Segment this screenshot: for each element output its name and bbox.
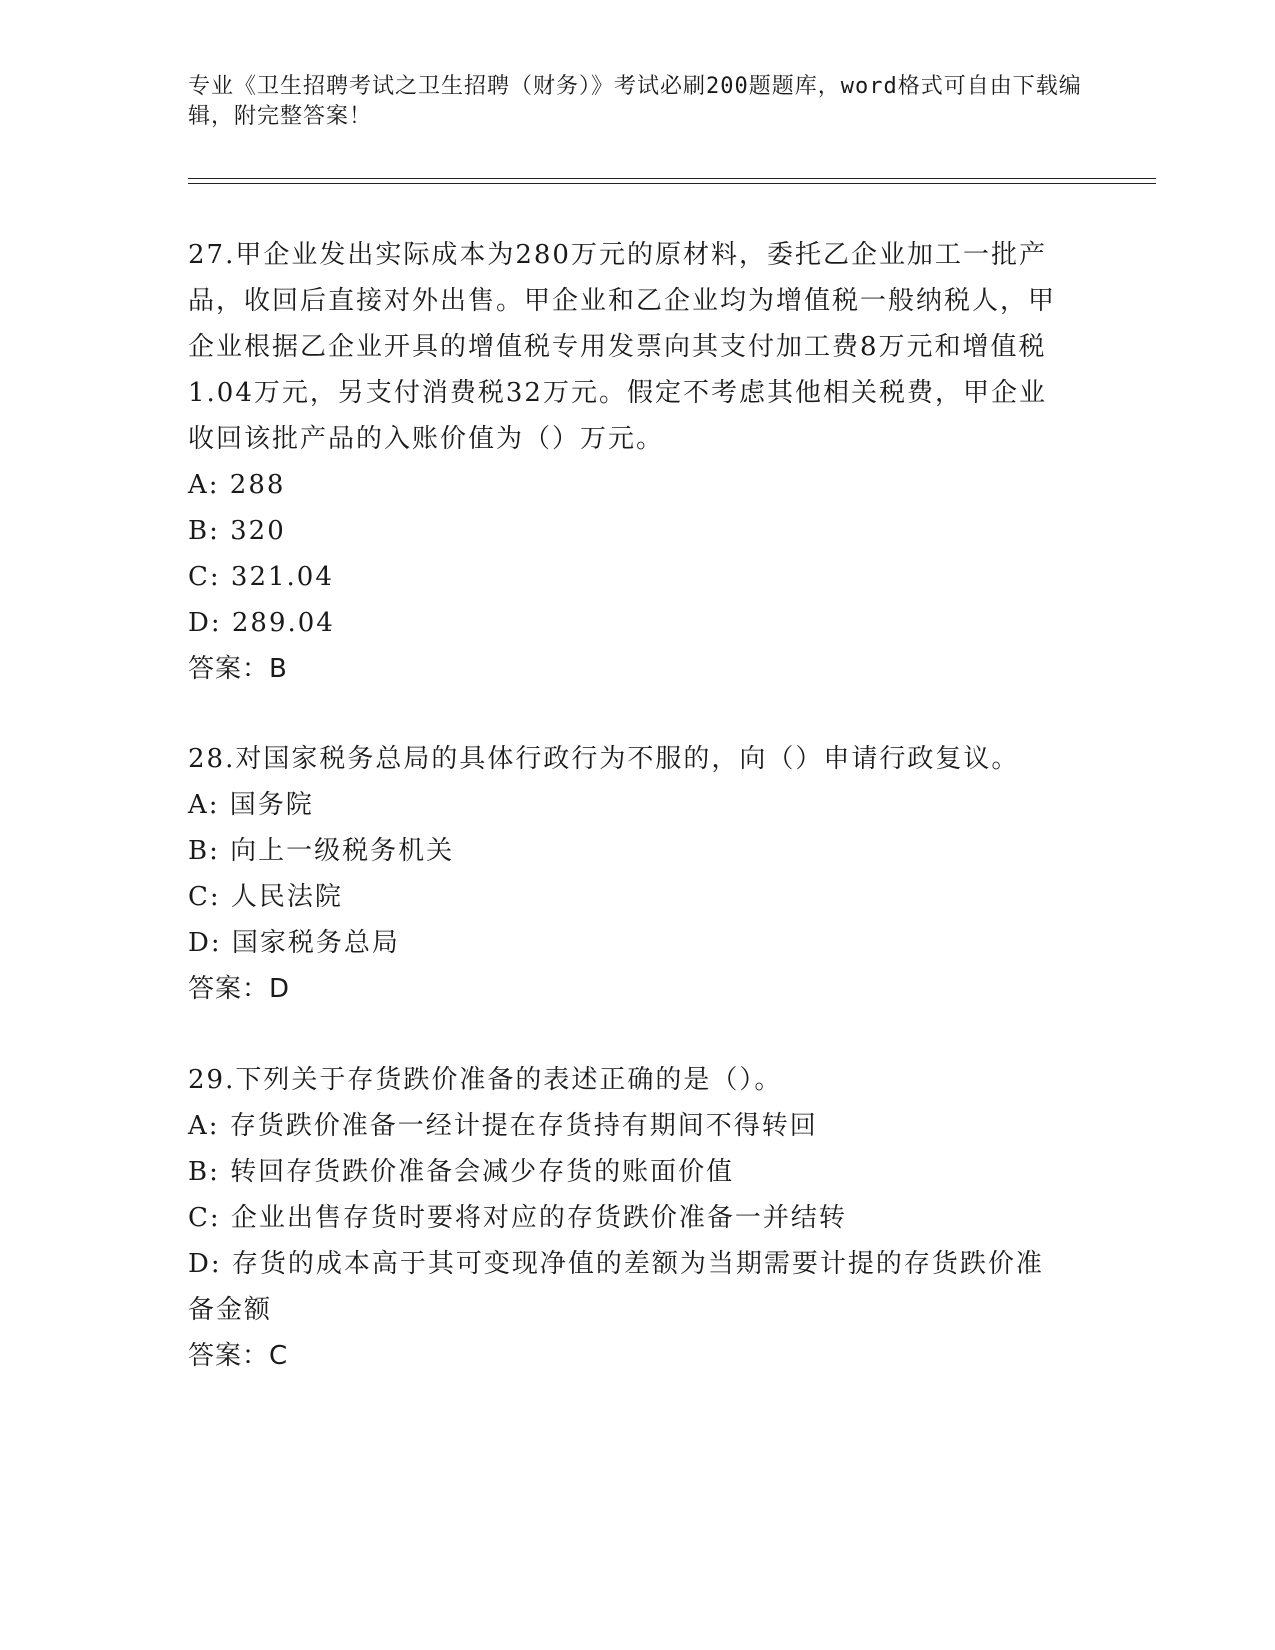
document-header: 专业《卫生招聘考试之卫生招聘（财务）》考试必刷200题题库，word格式可自由下载编辑，附完整答案！ bbox=[188, 74, 1082, 129]
answer-label: 答案：C bbox=[188, 1341, 289, 1371]
option-c: C: 企业出售存货时要将对应的存货跌价准备一并结转 bbox=[188, 1203, 847, 1233]
question-text: 28.对国家税务总局的具体行政行为不服的，向（）申请行政复议。 bbox=[188, 744, 1020, 774]
header-rule-bottom bbox=[188, 183, 1156, 184]
option-a: A: 存货跌价准备一经计提在存货持有期间不得转回 bbox=[188, 1111, 818, 1141]
option-a: A: 288 bbox=[188, 470, 286, 500]
option-c: C: 321.04 bbox=[188, 562, 334, 592]
question-27 bbox=[188, 232, 1068, 692]
option-d: D: 289.04 bbox=[188, 608, 335, 638]
question-text: 27.甲企业发出实际成本为280万元的原材料，委托乙企业加工一批产品，收回后直接对外出售。甲企业和乙企业均为增值税一般纳税人，甲企业根据乙企业开具的增值税专用发票向其支付加工费8万元和增值税1.04万元，另支付消费税32万元。假定不考虑其他相关税费，甲企业收回该批产品的入账价值为（）万元。 bbox=[188, 240, 1057, 454]
option-c: C: 人民法院 bbox=[188, 882, 343, 912]
header-rule-top bbox=[188, 178, 1156, 179]
answer-label: 答案：B bbox=[188, 654, 288, 684]
question-text: 29.下列关于存货跌价准备的表述正确的是（）。 bbox=[188, 1065, 783, 1095]
option-a: A: 国务院 bbox=[188, 790, 314, 820]
option-b: B: 向上一级税务机关 bbox=[188, 836, 455, 866]
answer-label: 答案：D bbox=[188, 974, 291, 1004]
question-28 bbox=[188, 736, 1068, 1012]
option-d: D: 存货的成本高于其可变现净值的差额为当期需要计提的存货跌价准备金额 bbox=[188, 1249, 1044, 1325]
option-b: B: 320 bbox=[188, 516, 286, 546]
option-b: B: 转回存货跌价准备会减少存货的账面价值 bbox=[188, 1157, 735, 1187]
question-29 bbox=[188, 1057, 1068, 1379]
option-d: D: 国家税务总局 bbox=[188, 928, 400, 958]
